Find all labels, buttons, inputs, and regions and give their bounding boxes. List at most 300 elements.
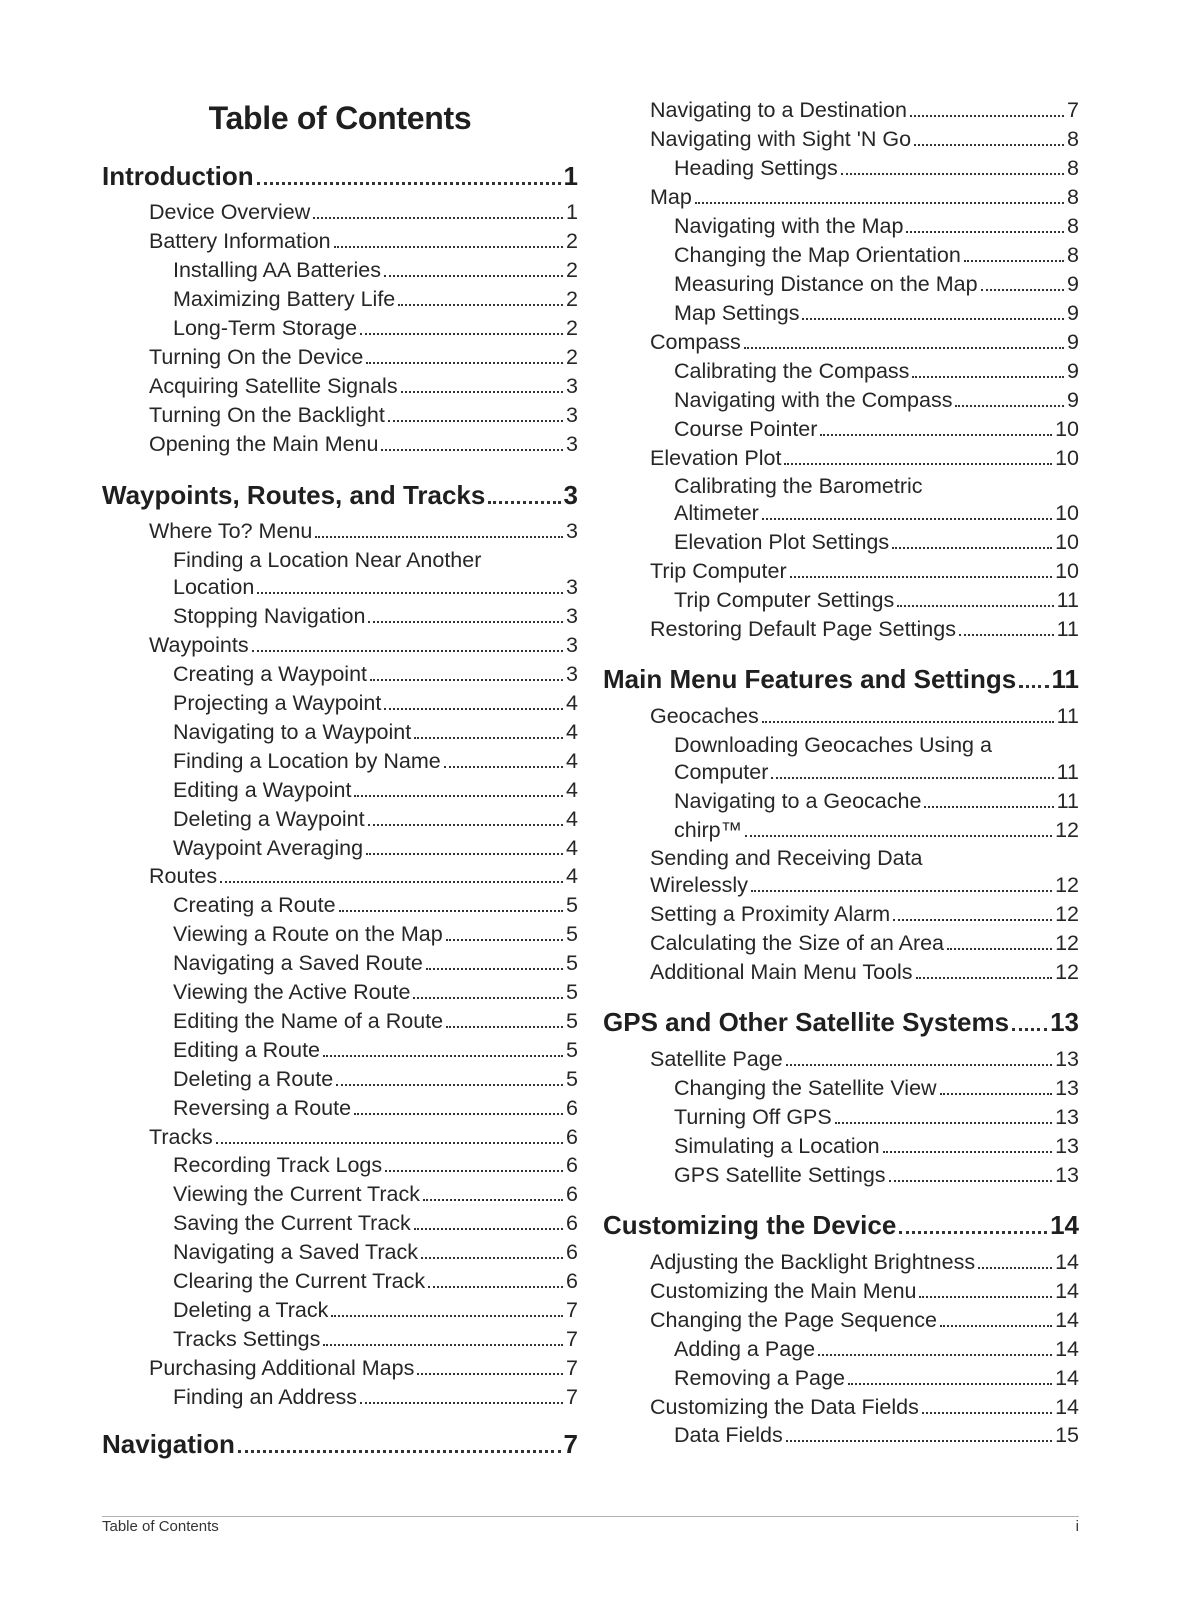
dot-leader — [423, 1199, 563, 1201]
toc-entry[interactable] — [603, 1366, 1079, 1391]
toc-page-number: 6 — [566, 1182, 578, 1206]
dot-leader — [336, 1084, 563, 1086]
toc-entry-title: Saving the Current Track — [173, 1211, 411, 1235]
toc-page-number: 7 — [563, 1429, 578, 1459]
toc-page-number: 14 — [1055, 1250, 1079, 1274]
toc-page-number: 11 — [1056, 760, 1079, 784]
toc-page-number: 4 — [566, 778, 578, 802]
toc-entry-title: Recording Track Logs — [173, 1153, 383, 1177]
toc-entry[interactable] — [603, 1395, 1079, 1420]
toc-section-entry[interactable] — [603, 1008, 1079, 1038]
dot-leader — [426, 968, 563, 970]
toc-section-entry[interactable] — [603, 1211, 1079, 1241]
toc-page-number: 3 — [566, 662, 578, 686]
toc-section-entry[interactable] — [102, 162, 578, 192]
toc-entry[interactable] — [603, 330, 1079, 355]
toc-page-number: 7 — [566, 1327, 578, 1351]
toc-page-number: 13 — [1055, 1105, 1079, 1129]
toc-entry-title: Reversing a Route — [173, 1096, 352, 1120]
dot-leader — [384, 275, 563, 277]
dot-leader — [899, 1231, 1047, 1234]
toc-entry[interactable] — [102, 720, 578, 745]
toc-entry-title: Heading Settings — [674, 156, 838, 180]
toc-entry-title: Creating a Waypoint — [173, 662, 367, 686]
toc-entry-title: Measuring Distance on the Map — [674, 272, 978, 296]
toc-entry-title: Device Overview — [149, 200, 311, 224]
dot-leader — [914, 144, 1064, 146]
toc-entry[interactable] — [603, 214, 1079, 239]
toc-entry[interactable] — [603, 301, 1079, 326]
dot-leader — [444, 766, 563, 768]
toc-entry[interactable] — [603, 559, 1079, 584]
toc-entry[interactable] — [603, 931, 1079, 956]
toc-entry-title: Calculating the Size of an Area — [650, 931, 945, 955]
toc-entry[interactable] — [603, 1163, 1079, 1188]
toc-page-number: 5 — [566, 922, 578, 946]
toc-entry-title: Customizing the Data Fields — [650, 1395, 919, 1419]
dot-leader — [784, 463, 1052, 465]
toc-entry[interactable] — [102, 1125, 578, 1150]
toc-entry[interactable] — [102, 200, 578, 225]
toc-entry[interactable] — [603, 1105, 1079, 1130]
toc-entry[interactable] — [102, 1211, 578, 1236]
dot-leader — [360, 1402, 563, 1404]
toc-page-number: 11 — [1051, 664, 1079, 694]
toc-entry[interactable] — [102, 1327, 578, 1352]
toc-page-number: 13 — [1055, 1047, 1079, 1071]
toc-entry[interactable] — [603, 127, 1079, 152]
dot-leader — [841, 173, 1064, 175]
toc-page-number: 5 — [566, 1038, 578, 1062]
toc-entry-title: Deleting a Route — [173, 1067, 334, 1091]
dot-leader — [315, 536, 563, 538]
dot-leader — [417, 1373, 563, 1375]
toc-entry-title: Tracks Settings — [173, 1327, 321, 1351]
toc-entry-title: Purchasing Additional Maps — [149, 1356, 415, 1380]
toc-entry[interactable] — [603, 1076, 1079, 1101]
toc-entry[interactable] — [603, 960, 1079, 985]
toc-entry-title: Map — [650, 185, 692, 209]
toc-entry-title: Long-Term Storage — [173, 316, 358, 340]
toc-entry-title: Turning On the Device — [149, 345, 364, 369]
toc-entry[interactable] — [102, 1096, 578, 1121]
toc-page-number: 12 — [1055, 873, 1079, 897]
toc-page-number: 3 — [566, 403, 578, 427]
toc-entry[interactable] — [102, 432, 578, 457]
dot-leader — [818, 1354, 1052, 1356]
toc-entry-title: Elevation Plot Settings — [674, 530, 890, 554]
toc-entry-text[interactable]: Sending and Receiving Data — [650, 846, 923, 870]
toc-entry[interactable] — [603, 501, 1079, 526]
dot-leader — [955, 405, 1064, 407]
toc-page-number: 14 — [1050, 1210, 1079, 1240]
toc-page-number: 10 — [1055, 501, 1079, 525]
dot-leader — [848, 1383, 1052, 1385]
toc-entry-title: Installing AA Batteries — [173, 258, 381, 282]
toc-entry-title: Turning Off GPS — [674, 1105, 832, 1129]
dot-leader — [354, 795, 563, 797]
toc-entry[interactable] — [603, 1047, 1079, 1072]
toc-page-number: 4 — [566, 691, 578, 715]
toc-entry-title: Satellite Page — [650, 1047, 783, 1071]
toc-entry-title: Navigating to a Geocache — [674, 789, 922, 813]
toc-entry-title: Opening the Main Menu — [149, 432, 379, 456]
toc-page-number: 7 — [566, 1356, 578, 1380]
toc-entry[interactable] — [603, 1308, 1079, 1333]
toc-entry[interactable] — [603, 185, 1079, 210]
dot-leader — [919, 1296, 1052, 1298]
toc-page-number: 13 — [1055, 1163, 1079, 1187]
toc-entry-title: Additional Main Menu Tools — [650, 960, 913, 984]
toc-entry[interactable] — [102, 1182, 578, 1207]
toc-page-number: 2 — [566, 258, 578, 282]
toc-entry[interactable] — [102, 864, 578, 889]
toc-page-number: 8 — [1067, 214, 1079, 238]
toc-page-number: 11 — [1056, 588, 1079, 612]
toc-entry[interactable] — [102, 893, 578, 918]
toc-entry-title: Changing the Map Orientation — [674, 243, 961, 267]
toc-entry[interactable] — [102, 1298, 578, 1323]
dot-leader — [370, 679, 563, 681]
toc-page-number: 3 — [566, 432, 578, 456]
toc-page-number: 7 — [566, 1385, 578, 1409]
dot-leader — [897, 605, 1053, 607]
toc-entry-title: Customizing the Device — [603, 1210, 897, 1240]
toc-page-number: 7 — [1067, 98, 1079, 122]
dot-leader — [368, 824, 563, 826]
toc-entry[interactable] — [102, 1385, 578, 1410]
dot-leader — [802, 318, 1064, 320]
toc-entry[interactable] — [102, 1038, 578, 1063]
toc-page-number: 6 — [566, 1269, 578, 1293]
toc-entry[interactable] — [603, 417, 1079, 442]
toc-entry[interactable] — [102, 1067, 578, 1092]
toc-page-number: 12 — [1055, 902, 1079, 926]
dot-leader — [835, 1122, 1052, 1124]
toc-page-number: 14 — [1055, 1337, 1079, 1361]
dot-leader — [488, 501, 560, 504]
toc-entry[interactable] — [102, 1356, 578, 1381]
toc-entry[interactable] — [102, 1240, 578, 1265]
toc-entry-title: Adding a Page — [674, 1337, 816, 1361]
toc-entry-title: Finding an Address — [173, 1385, 358, 1409]
toc-entry[interactable] — [102, 836, 578, 861]
dot-leader — [428, 1286, 563, 1288]
toc-entry[interactable] — [102, 807, 578, 832]
toc-entry[interactable] — [102, 662, 578, 687]
toc-page-number: 3 — [566, 374, 578, 398]
toc-page-number: 3 — [566, 633, 578, 657]
toc-entry[interactable] — [102, 345, 578, 370]
toc-entry[interactable] — [102, 1009, 578, 1034]
toc-entry[interactable] — [102, 980, 578, 1005]
dot-leader — [906, 231, 1064, 233]
toc-page-number: 4 — [566, 836, 578, 860]
toc-page-number: 10 — [1055, 559, 1079, 583]
toc-entry[interactable] — [603, 446, 1079, 471]
dot-leader — [744, 347, 1064, 349]
toc-entry[interactable] — [603, 873, 1079, 898]
toc-entry[interactable] — [102, 633, 578, 658]
dot-leader — [398, 304, 563, 306]
dot-leader — [751, 890, 1052, 892]
toc-entry[interactable] — [603, 617, 1079, 642]
toc-entry[interactable] — [102, 778, 578, 803]
toc-page-number: 4 — [566, 749, 578, 773]
toc-entry-title: Editing the Name of a Route — [173, 1009, 444, 1033]
dot-leader — [257, 182, 561, 185]
toc-entry-title: Changing the Satellite View — [674, 1076, 937, 1100]
toc-page-number: 9 — [1067, 330, 1079, 354]
toc-entry-title: Viewing the Current Track — [173, 1182, 420, 1206]
toc-page-number: 11 — [1056, 617, 1079, 641]
toc-entry[interactable] — [102, 374, 578, 399]
toc-page-number: 6 — [566, 1240, 578, 1264]
page-title: Table of Contents — [208, 100, 472, 136]
toc-entry[interactable] — [603, 1279, 1079, 1304]
toc-entry[interactable] — [102, 604, 578, 629]
toc-entry-title: Compass — [650, 330, 741, 354]
dot-leader — [414, 1228, 563, 1230]
toc-page-number: 2 — [566, 287, 578, 311]
dot-leader — [366, 853, 563, 855]
toc-entry[interactable] — [603, 1250, 1079, 1275]
dot-leader — [1019, 685, 1048, 688]
toc-entry-title: Calibrating the Compass — [674, 359, 910, 383]
toc-entry[interactable] — [603, 588, 1079, 613]
toc-page-number: 8 — [1067, 127, 1079, 151]
dot-leader — [892, 547, 1052, 549]
toc-entry-title: Stopping Navigation — [173, 604, 366, 628]
toc-entry-title: Finding a Location by Name — [173, 749, 441, 773]
toc-entry[interactable] — [603, 156, 1079, 181]
dot-leader — [220, 881, 563, 883]
toc-entry-title: Course Pointer — [674, 417, 818, 441]
toc-entry[interactable] — [603, 818, 1079, 843]
toc-entry-title: Turning On the Backlight — [149, 403, 385, 427]
toc-entry[interactable] — [102, 258, 578, 283]
toc-entry[interactable] — [603, 760, 1079, 785]
toc-page-number: 11 — [1056, 789, 1079, 813]
dot-leader — [924, 806, 1053, 808]
dot-leader — [771, 777, 1053, 779]
dot-leader — [323, 1344, 563, 1346]
toc-entry-title: Computer — [674, 760, 769, 784]
dot-leader — [762, 518, 1052, 520]
toc-entry[interactable] — [603, 1337, 1079, 1362]
toc-page-number: 8 — [1067, 243, 1079, 267]
toc-page-number: 10 — [1055, 446, 1079, 470]
toc-entry-title: Navigation — [102, 1429, 235, 1459]
toc-page-number: 3 — [566, 575, 578, 599]
toc-page-number: 3 — [563, 480, 578, 510]
toc-entry-title: Main Menu Features and Settings — [603, 664, 1017, 694]
dot-leader — [893, 919, 1052, 921]
toc-page-number: 1 — [563, 161, 578, 191]
toc-page-number: 8 — [1067, 185, 1079, 209]
dot-leader — [786, 1064, 1052, 1066]
toc-page-number: 2 — [566, 345, 578, 369]
toc-page-number: 9 — [1067, 388, 1079, 412]
dot-leader — [238, 1450, 561, 1453]
toc-entry-title: Battery Information — [149, 229, 331, 253]
toc-entry-title: GPS and Other Satellite Systems — [603, 1007, 1010, 1037]
toc-entry[interactable] — [603, 359, 1079, 384]
toc-entry[interactable] — [603, 530, 1079, 555]
toc-entry-text[interactable]: Calibrating the Barometric — [674, 474, 923, 498]
toc-entry[interactable] — [102, 287, 578, 312]
toc-section-entry[interactable] — [102, 481, 578, 511]
toc-entry-title: Editing a Route — [173, 1038, 321, 1062]
footer-divider — [102, 1516, 1079, 1517]
dot-leader — [385, 1170, 563, 1172]
dot-leader — [313, 217, 563, 219]
toc-entry-title: Navigating with the Compass — [674, 388, 953, 412]
dot-leader — [745, 835, 1052, 837]
toc-entry-title: Geocaches — [650, 704, 759, 728]
toc-entry[interactable] — [102, 749, 578, 774]
dot-leader — [323, 1055, 563, 1057]
dot-leader — [446, 1026, 563, 1028]
toc-entry[interactable] — [603, 272, 1079, 297]
toc-page-number: 1 — [566, 200, 578, 224]
toc-page-number: 8 — [1067, 156, 1079, 180]
toc-entry-title: Tracks — [149, 1125, 213, 1149]
toc-entry-title: Setting a Proximity Alarm — [650, 902, 891, 926]
toc-page-number: 2 — [566, 229, 578, 253]
toc-page-number: 5 — [566, 1009, 578, 1033]
dot-leader — [981, 289, 1064, 291]
dot-leader — [339, 910, 563, 912]
toc-entry[interactable] — [102, 691, 578, 716]
toc-section-entry[interactable] — [603, 665, 1079, 695]
toc-page-number: 5 — [566, 951, 578, 975]
toc-entry[interactable] — [603, 1134, 1079, 1159]
toc-entry-title: Maximizing Battery Life — [173, 287, 396, 311]
toc-entry[interactable] — [102, 1153, 578, 1178]
dot-leader — [334, 246, 563, 248]
toc-entry[interactable] — [603, 388, 1079, 413]
toc-page-number: 12 — [1055, 931, 1079, 955]
toc-entry[interactable] — [102, 922, 578, 947]
toc-entry-title: Editing a Waypoint — [173, 778, 352, 802]
toc-page-number: 7 — [566, 1298, 578, 1322]
toc-entry[interactable] — [102, 229, 578, 254]
toc-page-number: 4 — [566, 807, 578, 831]
toc-page-number: 12 — [1055, 960, 1079, 984]
dot-leader — [360, 333, 563, 335]
toc-entry-title: Map Settings — [674, 301, 800, 325]
dot-leader — [940, 1325, 1052, 1327]
toc-entry-title: Data Fields — [674, 1423, 783, 1447]
toc-page-number: 14 — [1055, 1366, 1079, 1390]
dot-leader — [421, 1257, 563, 1259]
dot-leader — [964, 260, 1064, 262]
toc-page-number: 11 — [1056, 704, 1079, 728]
dot-leader — [384, 708, 563, 710]
toc-page-number: 15 — [1055, 1423, 1079, 1447]
toc-entry-text[interactable]: Finding a Location Near Another — [173, 548, 482, 572]
dot-leader — [413, 997, 563, 999]
toc-entry-title: Where To? Menu — [149, 519, 313, 543]
toc-entry-title: Routes — [149, 864, 218, 888]
toc-entry-title: Simulating a Location — [674, 1134, 880, 1158]
toc-page-number: 4 — [566, 720, 578, 744]
toc-entry[interactable] — [603, 1423, 1079, 1448]
toc-page-number: 10 — [1055, 417, 1079, 441]
toc-section-entry[interactable] — [102, 1430, 578, 1460]
toc-entry[interactable] — [603, 98, 1079, 123]
dot-leader — [820, 434, 1052, 436]
toc-page-number: 2 — [566, 316, 578, 340]
dot-leader — [910, 115, 1064, 117]
dot-leader — [947, 948, 1052, 950]
toc-page-number: 14 — [1055, 1395, 1079, 1419]
toc-page-number: 3 — [566, 519, 578, 543]
toc-page-number: 5 — [566, 1067, 578, 1091]
footer-label: Table of Contents — [102, 1518, 219, 1535]
toc-page-number: 14 — [1055, 1279, 1079, 1303]
dot-leader — [401, 391, 563, 393]
toc-entry[interactable] — [102, 519, 578, 544]
toc-entry-title: Viewing a Route on the Map — [173, 922, 443, 946]
toc-entry-title: Adjusting the Backlight Brightness — [650, 1250, 976, 1274]
dot-leader — [388, 420, 563, 422]
dot-leader — [883, 1151, 1053, 1153]
dot-leader — [912, 376, 1064, 378]
toc-entry[interactable] — [603, 704, 1079, 729]
toc-entry-title: chirp™ — [674, 818, 743, 842]
toc-entry-title: Location — [173, 575, 255, 599]
toc-entry-title: Introduction — [102, 161, 254, 191]
toc-page-number: 5 — [566, 980, 578, 1004]
toc-entry-title: Creating a Route — [173, 893, 336, 917]
toc-entry[interactable] — [102, 403, 578, 428]
dot-leader — [446, 939, 563, 941]
dot-leader — [786, 1440, 1052, 1442]
toc-entry[interactable] — [102, 951, 578, 976]
toc-entry-title: Navigating to a Waypoint — [173, 720, 412, 744]
toc-entry-title: Navigating a Saved Route — [173, 951, 423, 975]
dot-leader — [366, 362, 563, 364]
toc-entry[interactable] — [603, 243, 1079, 268]
toc-entry-title: Deleting a Track — [173, 1298, 329, 1322]
toc-entry-title: Trip Computer — [650, 559, 787, 583]
toc-entry[interactable] — [603, 902, 1079, 927]
toc-entry[interactable] — [603, 789, 1079, 814]
toc-entry-title: Viewing the Active Route — [173, 980, 411, 1004]
dot-leader — [940, 1093, 1053, 1095]
dot-leader — [414, 737, 563, 739]
toc-page-number: 9 — [1067, 359, 1079, 383]
toc-page-number: 6 — [566, 1096, 578, 1120]
toc-entry-title: Deleting a Waypoint — [173, 807, 365, 831]
toc-entry-text[interactable]: Downloading Geocaches Using a — [674, 733, 992, 757]
toc-entry[interactable] — [102, 1269, 578, 1294]
toc-page-number: 13 — [1055, 1134, 1079, 1158]
toc-page-number: 4 — [566, 864, 578, 888]
dot-leader — [381, 449, 563, 451]
dot-leader — [354, 1113, 563, 1115]
toc-entry[interactable] — [102, 316, 578, 341]
toc-page-number: 14 — [1055, 1308, 1079, 1332]
toc-page-number: 3 — [566, 604, 578, 628]
dot-leader — [959, 634, 1054, 636]
toc-entry[interactable] — [102, 575, 578, 600]
dot-leader — [216, 1142, 563, 1144]
dot-leader — [331, 1315, 563, 1317]
dot-leader — [368, 621, 563, 623]
